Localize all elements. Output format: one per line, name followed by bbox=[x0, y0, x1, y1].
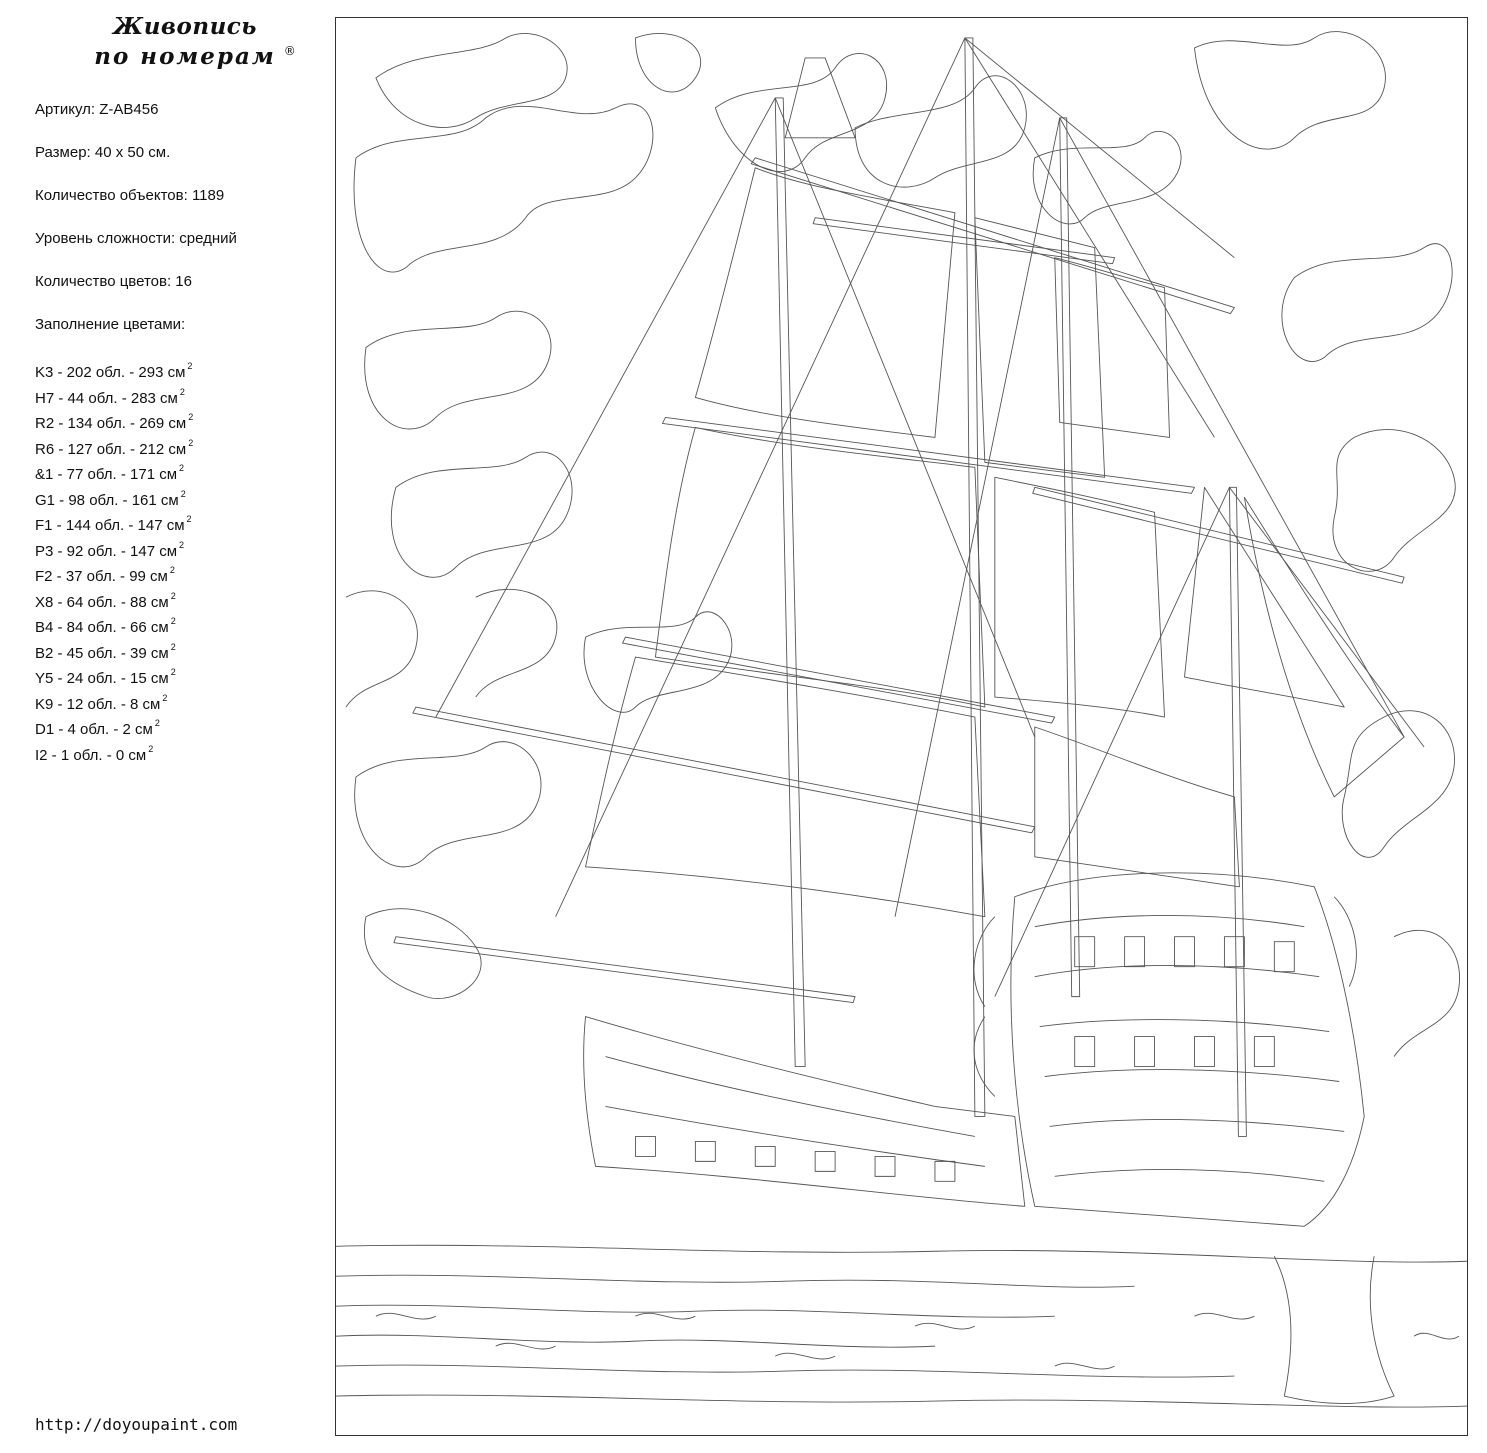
rigging-outlines bbox=[436, 38, 1424, 997]
palette-item: B4 - 84 обл. - 66 см $^2$ bbox=[35, 616, 176, 636]
palette-item: X8 - 64 обл. - 88 см $^2$ bbox=[35, 590, 176, 611]
yard-outlines bbox=[394, 158, 1404, 1003]
palette-item: K3 - 202 обл. - 293 см $^2$ bbox=[35, 361, 193, 381]
palette-item: F1 - 144 обл. - 147 см $^2$ bbox=[35, 514, 192, 534]
registered-mark: ® bbox=[283, 44, 298, 58]
palette-item: &1 - 77 обл. - 171 см $^2$ bbox=[35, 463, 185, 483]
palette-item: R6 - 127 обл. - 212 см $^2$ bbox=[35, 437, 194, 458]
palette-item: R2 - 134 обл. - 269 см $^2$ bbox=[35, 412, 194, 432]
palette-item: F2 - 37 обл. - 99 см $^2$ bbox=[35, 565, 175, 585]
fill-heading: Заполнение цветами: bbox=[35, 316, 186, 333]
objects-count-text: Количество объектов: 1189 bbox=[35, 187, 225, 204]
palette-item: H7 - 44 обл. - 283 см $^2$ bbox=[35, 386, 185, 407]
palette-item: K9 - 12 обл. - 8 см $^2$ bbox=[35, 692, 168, 713]
coloring-canvas bbox=[335, 17, 1468, 1436]
ship-outline-drawing bbox=[336, 18, 1467, 1435]
palette-item: B2 - 45 обл. - 39 см $^2$ bbox=[35, 641, 176, 662]
palette-item: I2 - 1 обл. - 0 см $^2$ bbox=[35, 743, 154, 764]
palette-item: D1 - 4 обл. - 2 см $^2$ bbox=[35, 718, 160, 738]
colors-count-text: Количество цветов: 16 bbox=[35, 273, 192, 290]
info-sidebar bbox=[0, 0, 320, 1453]
palette-item: P3 - 92 обл. - 147 см $^2$ bbox=[35, 539, 185, 560]
color-palette-list bbox=[35, 358, 193, 766]
sku-text: Артикул: Z-AB456 bbox=[35, 101, 159, 118]
difficulty-text: Уровень сложности: средний bbox=[35, 230, 237, 247]
palette-item: G1 - 98 обл. - 161 см $^2$ bbox=[35, 488, 186, 509]
size-text: Размер: 40 х 50 см. bbox=[35, 144, 171, 161]
website-url: http://doyoupaint.com bbox=[35, 1415, 238, 1434]
sail-outlines bbox=[586, 58, 1405, 917]
brand-line-2-text: по номерам bbox=[94, 43, 276, 70]
hull-outlines bbox=[974, 873, 1364, 1226]
hull-side-outlines bbox=[584, 1017, 1025, 1207]
brand-line-2 bbox=[94, 42, 298, 72]
sea-outlines bbox=[336, 1245, 1467, 1407]
brand-logo bbox=[70, 12, 300, 72]
palette-item: Y5 - 24 обл. - 15 см $^2$ bbox=[35, 667, 176, 687]
brand-line-1: Живопись bbox=[113, 13, 257, 40]
